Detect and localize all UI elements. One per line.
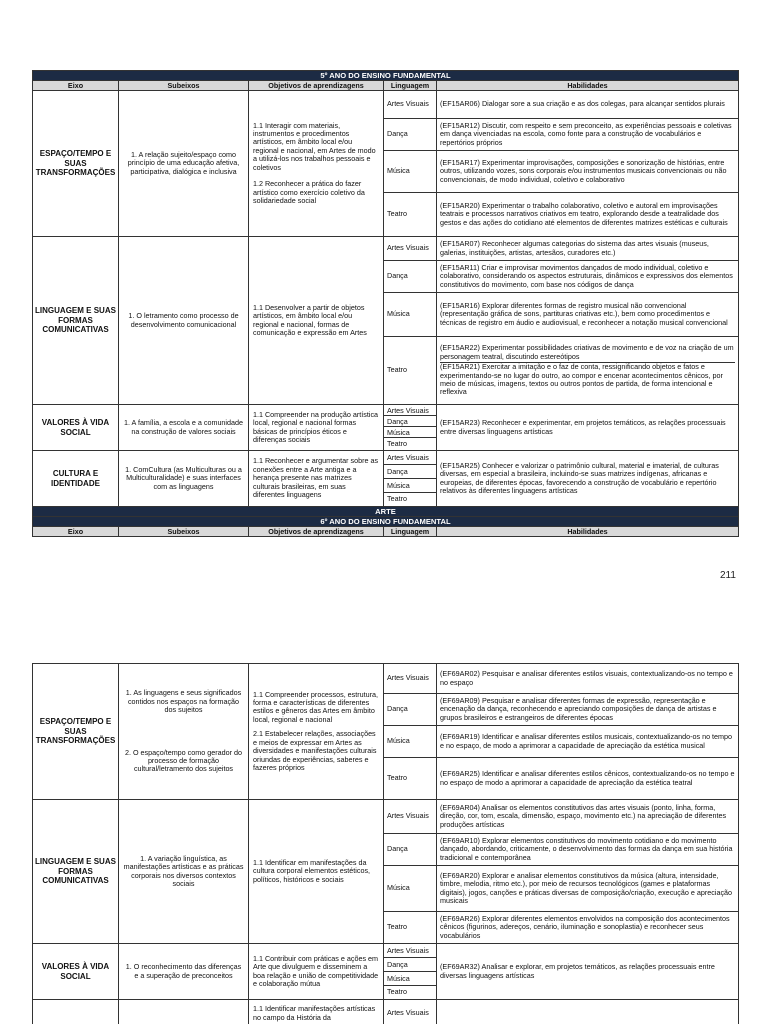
habilidade-cell: (EF69AR02) Pesquisar e analisar diferentes estilos visuais, contextualizando-os no tempo e no espaço [437,664,739,694]
linguagem-cell: Música [384,866,437,912]
subeixo-cell: 1. O reconhecimento das diferenças e a superação de preconceitos [119,944,249,1000]
habilidade-cell: (EF69AR09) Pesquisar e analisar diferentes formas de expressão, representação e encenação da dança, reconhecendo e apreciando composições de dança de artistas e grupos brasileiros e estrangeiros de diferentes épocas [437,694,739,726]
objetivos-cell [249,664,384,800]
linguagem-item: Dança [384,465,436,479]
objetivos-cell: 1.1 Identificar manifestações artísticas no campo da História da [249,1000,384,1024]
habilidade-cell: (EF69AR04) Analisar os elementos constitutivos das artes visuais (ponto, linha, forma, direção, cor, tom, escala, dimensão, espaço, movimento etc.) na apreciação de diferentes produções artísticas [437,800,739,834]
eixo-cell: VALORES À VIDA SOCIAL [33,944,119,1000]
linguagem-cell: Teatro [384,912,437,944]
linguagem-cell: Artes Visuais [384,664,437,694]
subeixo-cell: 1. A variação linguística, as manifestações artísticas e as práticas corporais nos diversos contextos sociais [119,800,249,944]
page-211 [32,70,738,537]
habilidade-cell: (EF15AR11) Criar e improvisar movimentos dançados de modo individual, coletivo e colaborativo, considerando os aspectos estruturais, dinâmicos e expressivos dos elementos constitutivos do movimento, com base nos códigos de dança [437,261,739,293]
grade-title-bar: 5º ANO DO ENSINO FUNDAMENTAL [33,71,739,81]
subeixo-cell: 1. O letramento como processo de desenvolvimento comunicacional [119,237,249,405]
habilidade-cell: (EF15AR06) Dialogar sore a sua criação e as dos colegas, para alcançar sentidos plurais [437,91,739,119]
page-212 [32,663,738,1024]
linguagem-cell: Dança [384,834,437,866]
header-eixo: Eixo [33,81,119,91]
linguagem-cell: Artes Visuais [384,91,437,119]
habilidade-cell: (EF15AR16) Explorar diferentes formas de registro musical não convencional (representação gráfica de sons, partituras criativas etc.), bem como procedimentos e técnicas de registro em áudio e audiovisual, e reconhecer a notação musical convencional [437,293,739,337]
linguagem-list [384,405,437,451]
habilidade-cell [437,1000,739,1024]
header-habilidades: Habilidades [437,81,739,91]
objetivos-cell [249,91,384,237]
objetivo-text: 2.1 Estabelecer relações, associações e meios de expressar em Artes as diversidades e manifestações culturais oriundas de experiências, saberes e fazeres próprios [253,729,377,772]
linguagem-item: Dança [384,958,436,972]
grade-title-bar: 6º ANO DO ENSINO FUNDAMENTAL [33,517,739,527]
header-objetivos: Objetivos de aprendizagens [249,527,384,537]
linguagem-item: Teatro [387,439,407,448]
linguagem-cell: Música [384,151,437,193]
subeixo-cell: 1. A família, a escola e a comunidade na construção de valores sociais [119,405,249,451]
linguagem-item: Artes Visuais [384,944,436,958]
objetivos-cell: 1.1 Compreender na produção artística local, regional e nacional formas básicas de princípios éticos e diferenças sociais [249,405,384,451]
header-linguagem: Linguagem [384,81,437,91]
linguagem-item: Dança [384,416,436,427]
habilidade-cell: (EF15AR12) Discutir, com respeito e sem preconceito, as experiências pessoais e coletivas em dança vivenciadas na escola, como fonte para a construção de vocabulários e repertórios próprios [437,119,739,151]
linguagem-item: Artes Visuais [384,405,436,416]
habilidade-cell: (EF69AR20) Explorar e analisar elementos constitutivos da música (altura, intensidade, timbre, melodia, ritmo etc.), por meio de recursos tecnológicos (games e plataformas digitais), jogos, canções e práticas diversas de composição/criação, execução e apreciação musicais [437,866,739,912]
habilidade-text: (EF15AR22) Experimentar possibilidades criativas de movimento e de voz na criação de um personagem teatral, discutindo estereótipos [440,344,735,363]
habilidade-cell: (EF69AR19) Identificar e analisar diferentes estilos musicais, contextualizando-os no tempo e no espaço, de modo a aprimorar a capacidade de apreciação da estética musical [437,726,739,758]
linguagem-cell: Teatro [384,337,437,405]
objetivo-text: 1.2 Reconhecer a prática do fazer artístico como exercício coletivo da solidariedade social [253,179,365,205]
eixo-cell: CULTURA E IDENTIDADE [33,451,119,507]
habilidade-cell: (EF15AR25) Conhecer e valorizar o patrimônio cultural, material e imaterial, de culturas diversas, em especial a brasileira, incluindo-se suas matrizes indígenas, africanas e europeias, de diferentes épocas, favorecendo a construção de vocabulário e repertório relativos às diferentes linguagens artísticas [437,451,739,507]
linguagem-list [384,944,437,1000]
eixo-cell [33,1000,119,1024]
header-objetivos: Objetivos de aprendizagens [249,81,384,91]
habilidade-cell: (EF69AR10) Explorar elementos constitutivos do movimento cotidiano e do movimento dançado, abordando, criticamente, o desenvolvimento das formas da dança em sua história tradicional e contemporânea [437,834,739,866]
curriculum-table-6th-grade [32,663,739,1024]
subeixo-text: 2. O espaço/tempo como gerador do processo de formação cultural/letramento dos sujeitos [124,747,243,774]
eixo-cell: ESPAÇO/TEMPO E SUAS TRANSFORMAÇÕES [33,664,119,800]
eixo-cell: LINGUAGEM E SUAS FORMAS COMUNICATIVAS [33,800,119,944]
habilidade-cell [437,337,739,405]
objetivos-cell: 1.1 Desenvolver a partir de objetos artísticos, em âmbito local e/ou regional e nacional, formas de comunicação e expressão em Artes [249,237,384,405]
linguagem-cell: Dança [384,694,437,726]
objetivos-cell: 1.1 Contribuir com práticas e ações em Arte que divulguem e disseminem a boa relação e união de competitividade e colaboração mútua [249,944,384,1000]
eixo-cell: VALORES À VIDA SOCIAL [33,405,119,451]
eixo-cell: LINGUAGEM E SUAS FORMAS COMUNICATIVAS [33,237,119,405]
subject-bar: ARTE [33,507,739,517]
linguagem-cell: Dança [384,119,437,151]
objetivo-text: 1.1 Compreender processos, estrutura, forma e características de diferentes estilos e gêneros das Artes em âmbito local, regional e nacional [253,689,379,724]
habilidade-cell: (EF69AR32) Analisar e explorar, em projetos temáticos, as relações processuais entre diversas linguagens artísticas [437,944,739,1000]
linguagem-item: Música [384,479,436,493]
linguagem-cell: Teatro [384,758,437,800]
linguagem-cell: Teatro [384,193,437,237]
linguagem-item: Música [384,427,436,438]
habilidade-text: (EF15AR21) Exercitar a imitação e o faz de conta, ressignificando objetos e fatos e experimentando-se no lugar do outro, ao compor e encenar acontecimentos cênicos, por meio de músicas, imagens, textos ou outros pontos de partida, de forma intencional e reflexiva [440,362,723,397]
header-subeixos: Subeixos [119,81,249,91]
objetivo-text: 1.1 Interagir com materiais, instrumentos e procedimentos artísticos, em âmbito local e/ou regional e nacional, em Artes de modo a utilizá-los nos trabalhos pessoais e coletivos [253,120,376,172]
objetivos-cell: 1.1 Reconhecer e argumentar sobre as conexões entre a Arte antiga e a herança presente nas matrizes culturais brasileiras, em suas diferentes linguagens [249,451,384,507]
subeixo-text: 1. As linguagens e seus significados contidos nos espaços na formação dos sujeitos [125,688,242,715]
habilidade-cell: (EF69AR25) Identificar e analisar diferentes estilos cênicos, contextualizando-os no tempo e no espaço de modo a aprimorar a capacidade de apreciação da estética teatral [437,758,739,800]
header-subeixos: Subeixos [119,527,249,537]
objetivos-cell: 1.1 Identificar em manifestações da cultura corporal elementos estéticos, políticos, históricos e sociais [249,800,384,944]
habilidade-cell: (EF15AR23) Reconhecer e experimentar, em projetos temáticos, as relações processuais entre diversas linguagens artísticas [437,405,739,451]
linguagem-cell: Artes Visuais [384,1000,437,1024]
linguagem-item: Música [384,972,436,986]
subeixo-cell [119,664,249,800]
linguagem-item: Teatro [387,987,407,996]
subeixo-cell: 1. ComCultura (as Multiculturas ou a Multiculturalidade) e suas interfaces com as linguagens [119,451,249,507]
habilidade-cell: (EF15AR20) Experimentar o trabalho colaborativo, coletivo e autoral em improvisações teatrais e processos narrativos criativos em teatro, explorando desde a teatralidade dos gestos e das ações do cotidiano até elementos de diferentes matrizes estéticas e culturais [437,193,739,237]
linguagem-cell: Artes Visuais [384,800,437,834]
habilidade-cell: (EF15AR07) Reconhecer algumas categorias do sistema das artes visuais (museus, galerias, instituições, artistas, artesãos, curadores etc.) [437,237,739,261]
header-habilidades: Habilidades [437,527,739,537]
page-number: 211 [720,570,736,581]
linguagem-cell: Música [384,726,437,758]
linguagem-cell: Música [384,293,437,337]
habilidade-cell: (EF15AR17) Experimentar improvisações, composições e sonorização de histórias, entre outros, utilizando vozes, sons corporais e/ou instrumentos musicais convencionais ou não convencionais, de modo individual, coletivo e colaborativo [437,151,739,193]
curriculum-table-5th-grade [32,70,739,537]
subeixo-cell [119,1000,249,1024]
linguagem-cell: Dança [384,261,437,293]
subeixo-cell: 1. A relação sujeito/espaço como princípio de uma educação afetiva, participativa, dialógica e inclusiva [119,91,249,237]
linguagem-item: Artes Visuais [384,451,436,465]
linguagem-list [384,451,437,507]
linguagem-item: Teatro [387,494,407,503]
header-linguagem: Linguagem [384,527,437,537]
header-eixo: Eixo [33,527,119,537]
linguagem-cell: Artes Visuais [384,237,437,261]
habilidade-cell: (EF69AR26) Explorar diferentes elementos envolvidos na composição dos acontecimentos cênicos (figurinos, adereços, cenário, iluminação e sonoplastia) e reconhecer seus vocabulários [437,912,739,944]
eixo-cell: ESPAÇO/TEMPO E SUAS TRANSFORMAÇÕES [33,91,119,237]
